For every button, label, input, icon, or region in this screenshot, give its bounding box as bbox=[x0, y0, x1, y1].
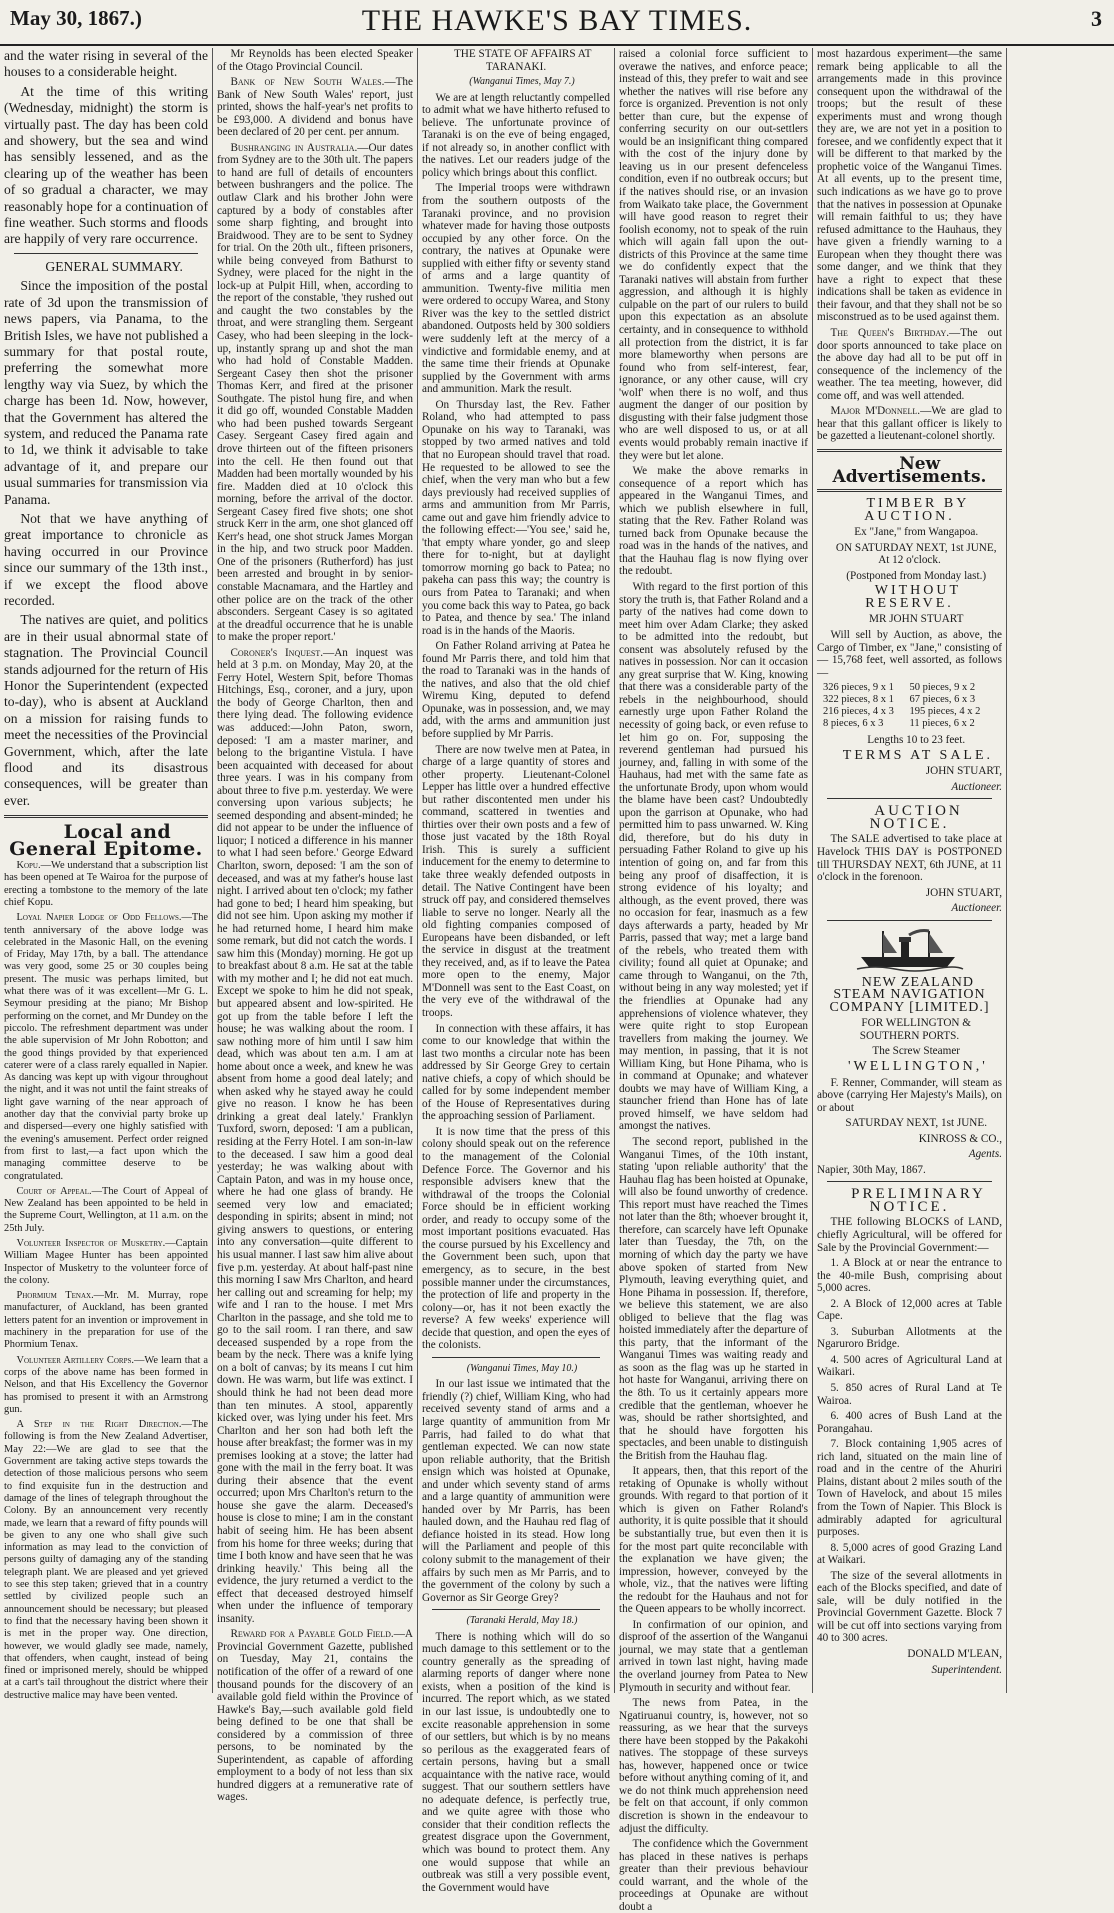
news-item: Volunteer Artillery Corps.—We learn that a corps of the above name has been formed in Nelson, and that His Excellency the Governor has promised to present it with an Armstrong gun. bbox=[4, 1354, 208, 1415]
source-line: (Wanganui Times, May 10.) bbox=[466, 1362, 578, 1374]
ad-heading: TERMS AT SALE. bbox=[842, 747, 994, 763]
land-block: 7. Block containing 1,905 acres of rich land, situated on the main line of road and in the centre of the Ahuriri Plains, distant about 2 miles south of the Town of Havelock, and about 15 miles from the Town of Napier. This Block is admirably adapted for agricultural purposes. bbox=[817, 1438, 1002, 1539]
newspaper-title: THE HAWKE'S BAY TIMES. bbox=[361, 4, 753, 37]
issue-date: May 30, 1867.) bbox=[10, 6, 142, 30]
source-line: (Taranaki Herald, May 18.) bbox=[466, 1615, 578, 1627]
divider bbox=[4, 815, 208, 818]
ad-body: The SALE advertised to take place at Havelock THIS DAY is POSTPONED till THURSDAY NEXT, 6th JUNE, at 11 o'clock in the forenoon. bbox=[817, 833, 1002, 884]
news-item: A Step in the Right Direction.—The following is from the New Zealand Advertiser, May 22:—We are glad to see that the Government are taking active steps towards the detection of those malicious persons who seem to find exquisite fun in the destruction and damage of the lines of telegraph throughout the Colony. By an announcement very recently made, we learn that a reward of fifty pounds will be given to any one who shall give such information as may lead to the conviction of persons guilty of damaging any of the standing telegraph plant. We are pleased and yet grieved to see this step taken; grieved that in a country settled by civilized people such an announcement should be necessary; but pleased to find that the necessary having been shown it is met in the proper way. One direction, however, we would gladly see made, namely, that offenders, when caught, instead of being fined or imprisoned merely, should be whipped at a cart's tail throughout the district where their destructive malice may have been vented. bbox=[4, 1419, 208, 1701]
news-item: Volunteer Inspector of Musketry.—Captain William Magee Hunter has been appointed Inspector of Musketry to the volunteer force of the colony. bbox=[4, 1238, 208, 1286]
column-4 bbox=[614, 48, 812, 1913]
land-block: 8. 5,000 acres of good Grazing Land at Waikari. bbox=[817, 1541, 1002, 1567]
divider bbox=[827, 920, 992, 921]
land-block: 3. Suburban Allotments at the Ngaruroro Bridge. bbox=[817, 1325, 1002, 1351]
ad-heading: WITHOUT RESERVE. bbox=[865, 583, 962, 611]
signature-name: JOHN STUART, bbox=[925, 886, 1002, 899]
size-item: 50 pieces, 9 x 2 bbox=[909, 682, 976, 694]
ad-heading: TIMBER BY AUCTION. bbox=[864, 496, 970, 524]
land-block: 6. 400 acres of Bush Land at the Porangahau. bbox=[817, 1410, 1002, 1435]
page-margin bbox=[1006, 48, 1114, 1693]
article-paragraph: It appears, then, that this report of the retaking of Opunake is wholly without grounds. With regard to that portion of it which is given on Father Roland's authority, it is quite possible that it should be substantially true, but even then it is for the most part quite reconcilable with the explanation we have given; the impression, however, conveyed by the whole, viz., that the natives were lifting the redoubt for the Hauhaus and not for the Queen appears to be wholly incorrect. bbox=[619, 1465, 808, 1616]
ad-subheading: Ex "Jane," from Wangapoa. bbox=[854, 526, 979, 539]
article-paragraph: most hazardous experiment—the same remark being applicable to all the arrangements made in this province consequent upon the withdrawal of the troops; but the result of these experiments must and wrong though they are, we are not yet in a position to foresee, and we confidently expect that it will be different to that marked by the prophetic voice of the Wanganui Times. At all events, up to the present time, such indications as we have go to prove that the natives in possession at Opunake will remain faithful to us; they have refused admittance to the Hauhaus, they have given a friendly warning to a European when they thought there was some danger, and we think that they have a right to expect that these indications shall be taken as evidence in their favour, and that they shall not be so misconstrued as to be used against them. bbox=[817, 48, 1002, 324]
signature-role: Auctioneer. bbox=[951, 780, 1002, 793]
article-paragraph: On Father Roland arriving at Patea he found Mr Parris there, and told him that the road to Taranaki was in the hands of the natives, and also that the old chief Wiremu King, deputed to defend Opunake, was in possession, and, we may add, with the arms and ammunition just before supplied by Mr Parris. bbox=[422, 640, 610, 740]
divider bbox=[817, 449, 1002, 452]
article-paragraph: With regard to the first portion of this story the truth is, that Father Roland and a party of the natives had come down to meet him over Adam Clarke; they asked to be admitted into the redoubt, but consent was absolutely refused by the natives in possession. Nor can it occasion any great surprise that W. King, knowing that there was a considerable party of the rebels in the neighbourhood, should earnestly urge upon Father Roland the necessity of going back, or even refuse to let him go on. For, supposing the reverend gentleman had pursued his journey, and, falling in with some of the Hauhaus, had met with the same fate as the unfortunate Brody, upon whom would the blame have been cast? Undoubtedly upon the garrison at Opunake, who had permitted him to pass unwarned. W. King did, therefore, but do his duty in persuading Father Roland to give up his intention of going on, and far from this being any proof of disaffection, it is strong evidence of his loyalty; and although, as the event proved, there was no occasion for fear, inasmuch as a few days afterwards a party, headed by Mr Parris, passed that way; met a large band of the rebels, who treated them with civility; found all quiet at Opunake; and came through to Wanganui, on the 7th, without being in any way molested; yet if the friendlies at Opunake had any apprehensions of violence whatever, they were quite right to stop European travellers from making the journey. We may mention, in passing, that it is not William King, but Hone Pihama, who is in command at Opunake; and whatever doubts we may have of William King, a stauncher friend than Hone has of late proved himself, we have seldom had amongst the natives. bbox=[619, 580, 808, 1133]
source-line: (Wanganui Times, May 7.) bbox=[469, 76, 575, 88]
ship-name: 'WELLINGTON,' bbox=[847, 1059, 988, 1074]
masthead bbox=[0, 0, 1114, 46]
ad-body: The size of the several allotments in each of the Blocks specified, and date of sale, will be duly notified in the Provincial Government Gazette. Block 7 will be cut off into sections varying from 40 to 300 acres. bbox=[817, 1569, 1002, 1645]
column-1 bbox=[0, 48, 212, 1701]
ad-note: The Screw Steamer bbox=[872, 1045, 961, 1058]
preliminary-notice-ad bbox=[817, 1188, 1002, 1676]
ad-body: Will sell by Auction, as above, the Cargo of Timber, ex "Jane," consisting of— 15,768 feet, well assorted, as follows— bbox=[817, 628, 1002, 679]
article-paragraph: The news from Patea, in the Ngatiruanui country, is, however, not so reassuring, as we hear that the surveys there have been stopped by the Pakakohi natives. The stoppage of these surveys has, however, happened once or twice before without anything coming of it, and we do not think much apprehension need be felt on that account, if only common discretion is shown in the endeavour to adjust the difficulty. bbox=[619, 1697, 808, 1835]
size-item: 67 pieces, 6 x 3 bbox=[909, 694, 976, 706]
local-epitome-heading: Local and General Epitome. bbox=[9, 821, 203, 860]
ad-heading: AUCTION NOTICE. bbox=[869, 803, 963, 832]
ad-body: F. Renner, Commander, will steam as above (carrying Her Majesty's Mails), on or about bbox=[817, 1076, 1002, 1114]
news-item: Reward for a Payable Gold Field.—A Provincial Government Gazette, published on Tuesday, May 21, contains the notification of the offer of a reward of one thousand pounds for the discovery of an available gold field within the Province of Hawke's Bay,—such available gold field being defined to be one that shall be considered by a commission of three persons, to be nominated by the Superintendent, as capable of affording employment to a body of not less than six hundred diggers at a remunerative rate of wages. bbox=[217, 1628, 413, 1804]
signature-role: Superintendent. bbox=[931, 1663, 1002, 1676]
steam-navigation-ad bbox=[817, 927, 1002, 1177]
general-summary-heading: GENERAL SUMMARY. bbox=[45, 258, 183, 274]
size-item: 326 pieces, 9 x 1 bbox=[823, 682, 894, 694]
article-paragraph: On Thursday last, the Rev. Father Roland, who had attempted to pass Opunake on his way to Taranaki, was stopped by two armed natives and told that no European should travel that road. He requested to be allowed to see the chief, when the very man who but a few days previously had received supplies of arms and ammunition from Mr Parris, came out and gave him friendly advice to the following effect:—'You see,' said he, 'that empty whare yonder, go and sleep there for to-night, but at daylight tomorrow morning go back to Patea; no pakeha can pass this way; the country is ours from Patea to Taranaki; and when you come back this way to Patea, go back to Patea, and thence by sea.' The inland road is in the hands of the Maoris. bbox=[422, 398, 610, 637]
article-paragraph: The second report, published in the Wanganui Times, of the 10th instant, stating 'upon reliable authority' that the Hauhau flag has been hoisted at Opunake, will also be found unworthy of credence. This report must have reached the Times not later than the 8th; whoever brought it, therefore, can scarcely have left Opunake later than Tuesday, the 7th, on the morning of which day the party we have above spoken of started from New Plymouth, leaving everything quiet, and Hone Pihama in possession. If, therefore, we believe this statement, we are also obliged to believe that the flag was hoisted immediately after the departure of this party, that the informant of the Wanganui Times was waiting ready and as soon as the flag was up he started in hot haste for Wanganui, arriving there on the 8th. To us it certainly appears more credible that the gentleman, whoever he was, should be rather shortsighted, and that he should have forgotten his spectacles, and been unable to distinguish the British from the Hauhau flag. bbox=[619, 1136, 808, 1462]
land-block: 2. A Block of 12,000 acres at Table Cape. bbox=[817, 1297, 1002, 1323]
article-paragraph: In our last issue we intimated that the friendly (?) chief, William King, who had received seventy stand of arms and a large quantity of ammunition from Mr Parris, had failed to do what that gentleman expected. We can now state upon reliable authority, that the British ensign which was hoisted at Opunake, and under which seventy stand of arms and a large quantity of ammunition were handed over by Mr Parris, has been hauled down, and the Hauhau red flag of defiance hoisted in its stead. How long will the Parliament and people of this colony submit to the management of their affairs by such men as Mr Parris, and to the government of the colony by such a Governor as Sir George Grey? bbox=[422, 1378, 610, 1604]
news-item: The Queen's Birthday.—The out door sports announced to take place on the above day had all to be put off in consequence of the inclemency of the weather. The tea meeting, however, did come off, and was well attended. bbox=[817, 327, 1002, 402]
summary-paragraph: Since the imposition of the postal rate of 3d upon the transmission of news papers, via Panama, to the British Isles, we have not published a summary for that postal route, preferring the somewhat more lengthy way via Suez, by which the charge has been 1d. Now, however, that the Government has altered the system, and reduced the Panama rate to 1d, we think it advisable to take advantage of it, and prepare our usual summaries for transmission via Panama. bbox=[4, 278, 208, 507]
news-item: Coroner's Inquest.—An inquest was held at 3 p.m. on Monday, May 20, at the Ferry Hotel, Western Spit, before Thomas Hitchings, Esq., coroner, and a jury, upon the body of George Charlton, then and there lying dead. The following evidence was adduced:—John Paton, sworn, deposed: 'I am a master mariner, and belong to the brigantine Vistula. I have been acquainted with deceased for about three years. I was in his company from about three to five p.m. yesterday. We were conversing upon various subjects; he seemed desponding and absent-minded; he did not appear to be under the influence of liquor; I noticed a difference in his manner to what I had seen before.' George Edward Charlton, sworn, deposed: 'I am the son of deceased, and was at my father's house last night. I arrived about ten o'clock; my father had gone to bed; I heard him speaking, but did not see him. Upon asking my mother if he had returned home, I heard him make some remark, but did not catch the words. I saw him this (Monday) morning. He got up to breakfast about 8 a.m. He sat at the table with my mother and I; he did not eat much. Except we spoke to him he did not speak, but appeared absent and low-spirited. He got up from the table before I left the house; he was walking about the room. I saw nothing more of him until I saw him dead, which was about ten a.m. I am at home about once a week, and knew he was absent from home a good deal lately; and when asked why he stayed away he could give no reason. I know he has been drinking a great deal lately.' Franklyn Tuxford, sworn, deposed: 'I am a publican, residing at the Ferry Hotel. I am son-in-law to the deceased. I saw him a good deal yesterday; he was walking about with Captain Paton, and was in my house once, where he had one glass of brandy. He seemed very low and emaciated; desponding in spirits; absent in mind; not giving answers to questions, or entering into any conversation—quite different to his usual manner. I last saw him alive about five p.m. yesterday. At about half-past nine this morning I saw Mrs Charlton, and heard her calling out and screaming for help; my wife and I ran to the house. I met Mrs Charlton in the passage, and she told me to go to the sail room. I ran there, and saw deceased suspended by a rope from the beam by the neck. There was a knife lying on a bolt of canvas; by its means I cut him down. He was warm, but life was extinct. I should think he had not been dead more than ten minutes. A stool, apparently kicked over, was lying under his feet. Mrs Charlton and her son had both left the house after breakfast; the former was in my premises looking at a stove; the latter had gone with the mail in the ferry boat. It was during their absence that the event occurred; upon Mrs Charlton's return to the house she gave the alarm. Deceased's house is close to mine; I am in the constant habit of seeing him. He has been absent from his home for three weeks; during that time I both know and have seen that he was drinking heavily.' This being all the evidence, the jury returned a verdict to the effect that deceased destroyed himself when under the influence of temporary insanity. bbox=[217, 646, 413, 1625]
timber-auction-ad bbox=[817, 498, 1002, 793]
article-paragraph: In connection with these affairs, it has come to our knowledge that within the last two months a circular note has been addressed by Sir George Grey to certain native chiefs, a copy of which should be called for by some independent member of the House of Representatives during the approaching session of Parliament. bbox=[422, 1022, 610, 1123]
page-number: 3 bbox=[1091, 6, 1102, 31]
ad-body: THE following BLOCKS of LAND, chiefly Agricultural, will be offered for Sale by the Provincial Government:— bbox=[817, 1216, 1002, 1254]
signature-name: DONALD M'LEAN, bbox=[907, 1647, 1002, 1660]
size-item: 322 pieces, 8 x 1 bbox=[823, 694, 894, 706]
flood-continued: and the water rising in several of the houses to a considerable height. bbox=[4, 48, 208, 80]
new-advertisements-heading: New Advertisements. bbox=[832, 453, 987, 487]
ad-place-date: Napier, 30th May, 1867. bbox=[817, 1163, 926, 1176]
divider bbox=[14, 253, 198, 254]
ad-note: Lengths 10 to 23 feet. bbox=[867, 734, 966, 747]
article-paragraph: We are at length reluctantly compelled to admit what we have hitherto refused to believe. The unfortunate province of Taranaki is on the eve of being engaged, if not already so, in another conflict with the natives. Let our readers judge of the policy which brings about this conflict. bbox=[422, 91, 610, 179]
article-paragraph: In confirmation of our opinion, and disproof of the assertion of the Wanganui journal, we may state that a gentleman arrived in town last night, having made the overland journey from Patea to New Plymouth in security and without fear. bbox=[619, 1618, 808, 1694]
news-item: Bushranging in Australia.—Our dates from Sydney are to the 30th ult. The papers to hand are full of details of encounters between bushrangers and the police. The outlaw Clark and his brother John were captured by a body of constables after some sharp fighting, and brought into Braidwood. They are to be sent to Sydney for trial. On the 20th ult., fifteen prisoners, while being conveyed from Bathurst to Sydney, were placed for the night in the lock-up at Pulpit Hill, when, according to the report of the constable, 'they rushed out and caught the two constables by the throat, and were strangling them. Sergeant Casey, who had been sleeping in the lock-up, instantly sprang up and shot the man who had hold of Constable Madden. Sergeant Casey then shot the prisoner Thomas Kerr, and fired at the prisoner Southgate. The pistol hung fire, and when it did go off, wounded Constable Madden who had been pushed towards Sergeant Casey. Sergeant Casey fired again and drove thirteen out of the fifteen prisoners into the cell. He then found out that Madden had been mortally wounded by his fire. Madden died at 10 o'clock this morning, before the arrival of the doctor. Sergeant Casey fired five shots; one shot struck Kerr in the arm, one shot glanced off Kerr's head, one shot struck James Morgan in the hip, and two struck poor Madden. One of the prisoners (Rutherford) has just been arrested and brought in by senior-constable Macnamara, and the Hartley and other police are on the track of the other absconders. Sergeant Casey is so agitated at the dreadful occurrence that he is unable to make the proper report.' bbox=[217, 141, 413, 644]
land-block: 5. 850 acres of Rural Land at Te Wairoa. bbox=[817, 1382, 1002, 1407]
divider bbox=[817, 489, 1002, 492]
size-item: 216 pieces, 4 x 3 bbox=[823, 706, 894, 718]
ad-date: ON SATURDAY NEXT, 1st JUNE, At 12 o'clock. bbox=[835, 541, 997, 567]
article-paragraph: The confidence which the Government has placed in these natives is perhaps greater than their previous behaviour could warrant, and the whole of the proceedings at Opunake are without doubt a bbox=[619, 1838, 808, 1913]
storm-paragraph: At the time of this writing (Wednesday, midnight) the storm is virtually past. The day has been cold and showery, but the sea and wind has sensibly lessened, and as the clearing up of the weather has been of so gradual a character, we may reasonably hope for a continuation of fine weather. Such storms and floods are happily of very rare occurrence. bbox=[4, 83, 208, 247]
article-paragraph: We make the above remarks in consequence of a report which has appeared in the Wanganui Times, and which we publish elsewhere in full, stating that the Rev. Father Roland was turned back from Opunake because the road was in the hands of the natives, and that the Hauhau flag is now flying over the redoubt. bbox=[619, 465, 808, 578]
summary-paragraph: Not that we have anything of great importance to chronicle as having occurred in our Province since our summary of the 13th inst., if we except the flood above recorded. bbox=[4, 510, 208, 608]
taranaki-heading: THE STATE OF AFFAIRS AT TARANAKI. bbox=[453, 48, 592, 73]
timber-sizes bbox=[823, 682, 996, 730]
news-item: Mr Reynolds has been elected Speaker of the Otago Provincial Council. bbox=[217, 48, 413, 73]
article-paragraph: It is now time that the press of this colony should speak out on the reference to the management of the Colonial Defence Force. The Governor and his responsible advisers knew that the withdrawal of the troops the Colonial Force should be in efficient working order, and ready to occupy some of the most important positions evacuated. Has the course pursued by his Excellency and the Government been such, upon that emergency, as to secure, in the best possible manner under the circumstances, the protection of life and property in the colony—or, has it not been exactly the reverse? A few weeks' experience will decide that question, and open the eyes of the colonists. bbox=[422, 1125, 610, 1352]
summary-paragraph: The natives are quiet, and politics are in their usual abnormal state of stagnation. The Provincial Council stands adjourned for the return of His Honor the Superintendent (expected to-day), who is absent at Auckland on a mission for raising funds to meet the necessities of the Provincial Government, which, after the late flood and its disastrous consequences, will be greater than ever. bbox=[4, 612, 208, 808]
ad-note: (Postponed from Monday last.) bbox=[846, 569, 987, 582]
auction-notice-ad bbox=[817, 805, 1002, 914]
news-item: Kopu.—We understand that a subscription list has been opened at Te Wairoa for the purpose of erecting a tombstone to the memory of the late chief Kopu. bbox=[4, 860, 208, 908]
signature-name: KINROSS & CO., bbox=[918, 1132, 1002, 1145]
size-item: 8 pieces, 6 x 3 bbox=[823, 718, 884, 730]
divider bbox=[827, 798, 992, 799]
auctioneer-name: MR JOHN STUART bbox=[869, 613, 964, 626]
column-5 bbox=[812, 48, 1006, 1693]
divider bbox=[432, 1609, 600, 1610]
news-item: Phormium Tenax.—Mr. M. Murray, rope manufacturer, of Auckland, has been granted letters patent for an invention or improvement in machinery in the preparation for use of the Phormium Tenax. bbox=[4, 1290, 208, 1351]
divider bbox=[432, 1357, 600, 1358]
article-paragraph: There are now twelve men at Patea, in charge of a large quantity of stores and other property. Lieutenant-Colonel Lepper has little over a hundred effective but rather discontented men under his command, scattered in twenties and thirties over their own posts and a few of those just vacated by the 18th Royal Irish. This is surely a sufficient inducement for the enemy to determine to take three weakly defended outposts in detail. The Native Contingent have been struck off pay, and considered themselves liable to serve no longer. Nearly all the old fighting companies composed of Europeans have been disbanded, or left the service in disgust at the treatment they received, and, as if to leave the Patea more open to the enemy, Major M'Donnell was sent to the East Coast, on the very eve of the withdrawal of the troops. bbox=[422, 743, 610, 1020]
land-block: 4. 500 acres of Agricultural Land at Waikari. bbox=[817, 1353, 1002, 1379]
size-item: 195 pieces, 4 x 2 bbox=[909, 706, 981, 718]
news-item: Major M'Donnell.—We are glad to hear that this gallant officer is likely to be gazetted a lieutenant-colonel shortly. bbox=[817, 405, 1002, 443]
land-block: 1. A Block at or near the entrance to the 40-mile Bush, comprising about 5,000 acres. bbox=[817, 1257, 1002, 1295]
size-item: 11 pieces, 6 x 2 bbox=[909, 718, 975, 730]
ad-subheading: FOR WELLINGTON & SOUTHERN PORTS. bbox=[859, 1017, 972, 1042]
article-paragraph: There is nothing which will do so much damage to this settlement or to the country generally as the spreading of alarming reports of danger where none exists, when a position of the kind is incurred. The report which, as we stated in our last issue, is undoubtedly one to excite reasonable apprehension in some of our settlers, but which is by no means so perilous as the exaggerated fears of certain persons, having but a small acquaintance with the native race, would suggest. That our southern settlers have no adequate defence, is perfectly true, and we quite agree with those who consider that their condition reflects the greatest disgrace upon the Government, which was bound to protect them. Any one would suppose that while an outbreak was still a very possible event, the Government would have bbox=[422, 1630, 610, 1894]
steamship-icon bbox=[817, 927, 1002, 971]
column-2 bbox=[212, 48, 417, 1804]
news-item: Court of Appeal.—The Court of Appeal of New Zealand has been appointed to be held in the Supreme Court, Wellington, at 11 a.m. on the 25th July. bbox=[4, 1185, 208, 1234]
ad-date: SATURDAY NEXT, 1st JUNE. bbox=[845, 1117, 988, 1130]
article-paragraph: The Imperial troops were withdrawn from the southern outposts of the Taranaki province, and no provision whatever made for having those outposts occupied by any other force. On the contrary, the natives at Opunake were supplied with either fifty or seventy stand of arms and a large quantity of ammunition. Twenty-five militia men were ordered to occupy Warea, and Stony River was the key to the settled district abandoned. Outposts held by 300 soldiers were suddenly left at the mercy of a vindictive and formidable enemy, and at the same time their friends at Opunake supplied by the Government with arms and ammunition. Mark the result. bbox=[422, 182, 610, 396]
divider bbox=[827, 1181, 992, 1182]
ad-heading: NEW ZEALAND STEAM NAVIGATION COMPANY [LIMITED.] bbox=[829, 974, 990, 1015]
news-item: Bank of New South Wales.—The Bank of New South Wales' report, just printed, shows the half-year's net profits to be £93,000. A dividend and bonus have been declared of 20 per cent. per annum. bbox=[217, 76, 413, 139]
signature-role: Auctioneer. bbox=[951, 902, 1002, 915]
signature-role: Agents. bbox=[968, 1148, 1002, 1161]
ad-heading: PRELIMINARY NOTICE. bbox=[851, 1186, 986, 1215]
column-3 bbox=[417, 48, 614, 1894]
article-paragraph: raised a colonial force sufficient to overawe the natives, and enforce peace; instead of this, they prefer to wait and see whether the natives will rise before any force is organized. Prevention is not only better than cure, but the expense of conferring security on our out-settlers would be an insignificant thing compared with the cost of the injury done by leaving us in our present defenceless condition, even if no outbreak occurs; but if the natives should rise, or an invasion from Waikato take place, the Government will have good reason to regret their foolish economy, not to speak of the ruin which will again fall upon the out-districts of this Province at the same time we do confidently expect that the Taranaki natives will abstain from further aggression, and although it is highly culpable on the part of our rulers to build upon this expectation as an absolute certainty, and in consequence to withhold all protection from the district, it is far more blameworthy when persons are found who from self-interest, fear, ignorance, or any other cause, will cry 'wolf' when there is no wolf, and thus augment the danger of our position by disgusting with their false judgment those who are well disposed to us, or at all events would probably remain inactive if they were but let alone. bbox=[619, 48, 808, 462]
signature-name: JOHN STUART, bbox=[925, 765, 1002, 778]
news-item: Loyal Napier Lodge of Odd Fellows.—The tenth anniversary of the above lodge was celebrated in the Masonic Hall, on the evening of Friday, May 17th, by a ball. The attendance was very good, some 25 or 30 couples being present. The music was perhaps limited, but what there was of it was excellent—Mr G. L. Seymour presiding at the piano; Mr Bishop performing on the cornet, and Mr Dundey on the piccolo. The refreshment department was under the able supervision of Mr John Robotton; and the good things provided by that experienced caterer were of a class rarely equalled in Napier. As dancing was kept up with vigour throughout the night, and it was not until the faint streaks of light gave warning of the near approach of another day that the convivial party broke up and dispersed—every one highly satisfied with the evening's amusement. Perfect order reigned from first to last,—a fact upon which the managing committee deserve to be congratulated. bbox=[4, 912, 208, 1182]
